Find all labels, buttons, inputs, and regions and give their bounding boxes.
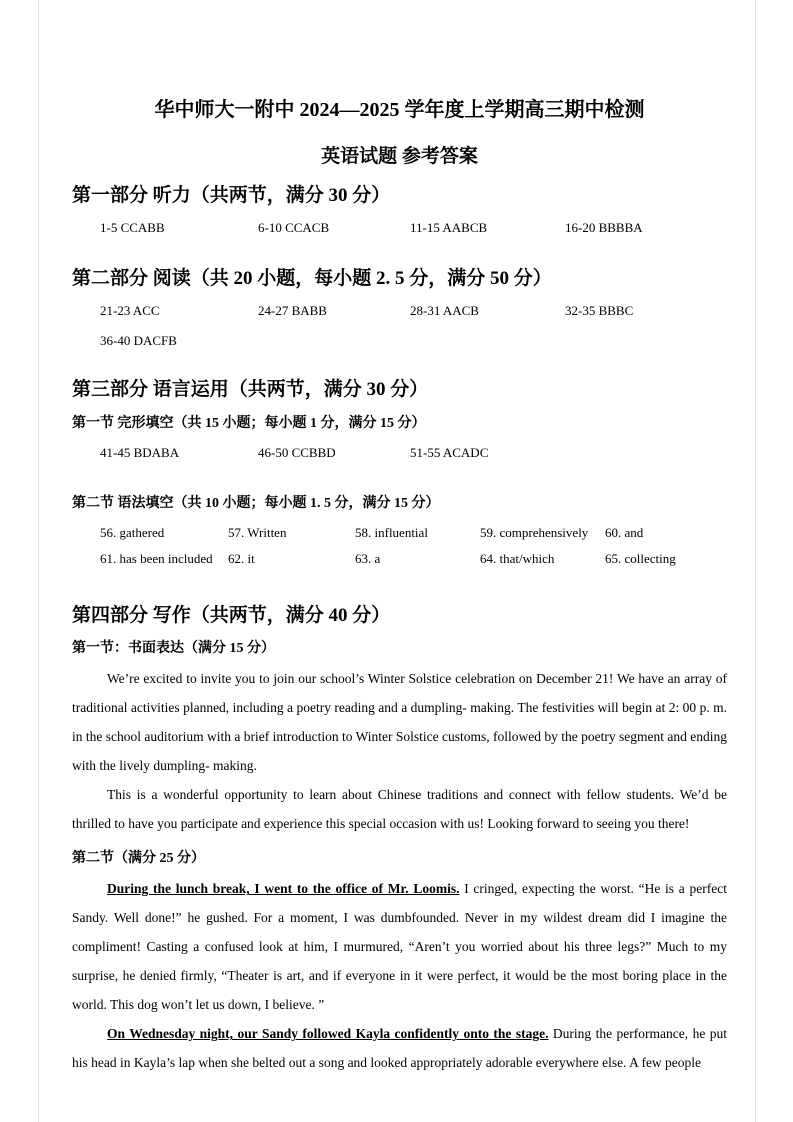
story-paragraph-1 [72,874,727,1019]
answer-range: 36-40 DACFB [100,332,177,348]
story-paragraph-2-rest: During the performance, he put his head in Kayla’s lap when she belted out a song and looked appropriately adorable everywhere else. A few people [72,1026,727,1071]
answer-range: 32-35 BBBC [565,303,634,319]
invitation-paragraph-1: We’re excited to invite you to join our school’s Winter Solstice celebration on December 21! We have an array of traditional activities planned, including a poetry reading and a dumpling- making. The festivities will begin at 2: 00 p. m. in the school auditorium with a brief introduction to Winter Solstice customs, followed by the poetry segment and ending with the lively dumpling- making. [72,671,727,774]
answer-item: 59. comprehensively [480,525,589,540]
answer-item: 62. it [228,550,255,566]
answer-item: 57. Written [228,525,287,540]
part2-answers-row-2 [100,333,727,349]
invitation-paragraph-2: This is a wonderful opportunity to learn about Chinese traditions and connect with fellow students. We’d be thrilled to have you participate and experience this special occasion with us! Looking forward to seeing you there! [72,787,727,832]
answer-item: 60. and [605,525,644,540]
cloze-answers-row [100,445,727,461]
answer-item: 64. that/which [480,550,555,566]
part1-heading: 第一部分 听力（共两节，满分 30 分） [72,185,391,206]
part2-heading: 第二部分 阅读（共 20 小题，每小题 2. 5 分，满分 50 分） [72,268,552,290]
writing2-heading: 第二节（满分 25 分） [72,851,205,867]
answer-item: 63. a [355,550,381,566]
answer-range: 46-50 CCBBD [258,445,336,461]
answer-item: 61. has been included [100,550,213,566]
part2-answers-row-1 [100,303,727,319]
answer-range: 16-20 BBBBA [565,219,643,235]
answer-range: 11-15 AABCB [410,219,488,235]
answer-range: 51-55 ACADC [410,445,489,461]
answer-item: 65. collecting [605,550,676,566]
answer-range: 41-45 BDABA [100,445,180,461]
answer-range: 24-27 BABB [258,303,327,319]
part1-answers-row [100,220,727,236]
document-title: 华中师大一附中 2024—2025 学年度上学期高三期中检测 [154,99,645,121]
document-subtitle: 英语试题 参考答案 [321,146,478,167]
answer-range: 28-31 AACB [410,303,479,319]
answer-range: 21-23 ACC [100,303,160,319]
story-paragraph-2-lead: On Wednesday night, our Sandy followed Kayla confidently onto the stage. [107,1026,549,1042]
grammar-heading: 第二节 语法填空（共 10 小题；每小题 1. 5 分，满分 15 分） [72,495,440,511]
story-paragraph-2 [72,1019,727,1077]
part4-heading: 第四部分 写作（共两节，满分 40 分） [72,605,391,627]
writing1-heading: 第一节：书面表达（满分 15 分） [72,640,275,656]
answer-range: 1-5 CCABB [100,219,165,235]
answer-item: 56. gathered [100,525,165,540]
story-paragraph-1-lead: During the lunch break, I went to the office of Mr. Loomis. [107,881,460,897]
grammar-answers-row-1 [100,525,727,541]
answer-item: 58. influential [355,525,428,540]
story-paragraph-1-rest: I cringed, expecting the worst. “He is a perfect Sandy. Well done!” he gushed. For a moment, I was dumbfounded. Never in my wildest dream did I imagine the compliment! Casting a confused look at him, I murmured, “Aren’t you worried about his three legs?” Much to my surprise, he denied firmly, “Theater is art, and if everyone in it were perfect, it would be the most boring place in the world. This dog won’t let us down, I believe. ” [72,881,727,1013]
grammar-answers-row-2 [100,551,727,567]
answer-range: 6-10 CCACB [258,219,330,235]
part3-heading: 第三部分 语言运用（共两节，满分 30 分） [72,379,429,401]
cloze-heading: 第一节 完形填空（共 15 小题；每小题 1 分，满分 15 分） [72,416,426,432]
